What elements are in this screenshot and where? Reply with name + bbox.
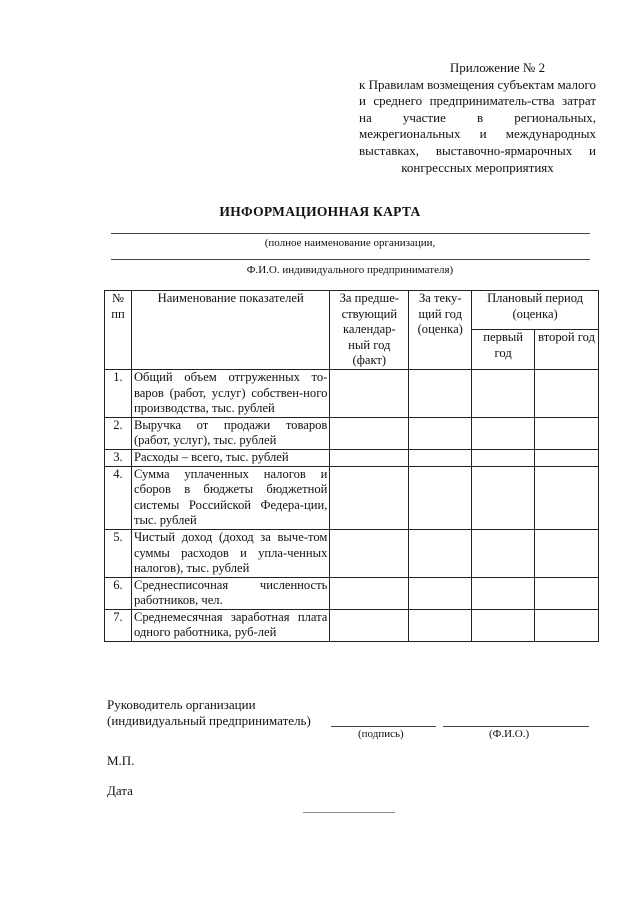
- indicators-table: [104, 290, 599, 642]
- row-indicator-name: Среднемесячная заработная плата одного работника, руб-лей: [131, 609, 329, 641]
- header-plan-period: Плановый период (оценка): [472, 291, 599, 330]
- row-indicator-name: Среднесписочная численность работников, чел.: [131, 577, 329, 609]
- cell-second-year: [535, 449, 599, 466]
- cell-prev-year: [330, 466, 409, 529]
- fio-line: [111, 259, 590, 260]
- cell-current-year: [409, 529, 472, 577]
- stamp-label: М.П.: [107, 753, 135, 768]
- table-row: [105, 466, 599, 529]
- row-number: 1.: [105, 369, 132, 417]
- cell-first-year: [472, 449, 535, 466]
- cell-prev-year: [330, 449, 409, 466]
- footer-line: [303, 812, 395, 813]
- fio-sign-caption: (Ф.И.О.): [489, 728, 530, 740]
- header-second-year: второй год: [535, 330, 599, 369]
- cell-current-year: [409, 369, 472, 417]
- cell-current-year: [409, 417, 472, 449]
- cell-second-year: [535, 577, 599, 609]
- date-label: Дата: [107, 783, 133, 798]
- appendix-number: Приложение № 2: [449, 60, 546, 75]
- cell-current-year: [409, 577, 472, 609]
- row-number: 5.: [105, 529, 132, 577]
- cell-second-year: [535, 529, 599, 577]
- header-prev-year: За предше-ствующий календар-ный год (факт): [330, 291, 409, 370]
- head-label-2: (индивидуальный предприниматель): [107, 713, 311, 728]
- row-number: 4.: [105, 466, 132, 529]
- cell-second-year: [535, 417, 599, 449]
- cell-second-year: [535, 466, 599, 529]
- head-label-1: Руководитель организации: [107, 697, 256, 712]
- table-row: [105, 369, 599, 417]
- header-first-year: первый год: [472, 330, 535, 369]
- cell-second-year: [535, 369, 599, 417]
- document-title: ИНФОРМАЦИОННАЯ КАРТА: [219, 204, 421, 219]
- fio-caption: Ф.И.О. индивидуального предпринимателя): [246, 264, 454, 276]
- cell-first-year: [472, 609, 535, 641]
- appendix-header: [359, 60, 596, 176]
- appendix-body: к Правилам возмещения субъектам малого и среднего предприниматель-ства затрат на участие в региональных, межрегиональных и международных выставках, выставочно-ярмарочных и: [359, 76, 596, 158]
- row-indicator-name: Общий объем отгруженных то-варов (работ, услуг) собствен-ного производства, тыс. рублей: [131, 369, 329, 417]
- row-number: 2.: [105, 417, 132, 449]
- cell-current-year: [409, 449, 472, 466]
- cell-first-year: [472, 577, 535, 609]
- row-indicator-name: Сумма уплаченных налогов и сборов в бюджеты бюджетной системы Российской Федера-ции, тыс. рублей: [131, 466, 329, 529]
- row-number: 6.: [105, 577, 132, 609]
- cell-second-year: [535, 609, 599, 641]
- org-name-line: [111, 233, 590, 234]
- cell-prev-year: [330, 417, 409, 449]
- header-current-year: За теку-щий год (оценка): [409, 291, 472, 370]
- appendix-last-line: конгрессных мероприятиях: [401, 159, 554, 175]
- header-name: Наименование показателей: [131, 291, 329, 370]
- cell-first-year: [472, 369, 535, 417]
- org-caption: (полное наименование организации,: [264, 237, 436, 249]
- cell-first-year: [472, 417, 535, 449]
- cell-first-year: [472, 529, 535, 577]
- table-row: [105, 529, 599, 577]
- row-indicator-name: Чистый доход (доход за выче-том суммы расходов и упла-ченных налогов), тыс. рублей: [131, 529, 329, 577]
- cell-first-year: [472, 466, 535, 529]
- cell-current-year: [409, 609, 472, 641]
- table-row: [105, 577, 599, 609]
- fio-sign-line: [443, 726, 589, 727]
- cell-prev-year: [330, 369, 409, 417]
- cell-prev-year: [330, 577, 409, 609]
- cell-prev-year: [330, 609, 409, 641]
- row-number: 3.: [105, 449, 132, 466]
- cell-current-year: [409, 466, 472, 529]
- signature-line: [331, 726, 436, 727]
- row-number: 7.: [105, 609, 132, 641]
- table-row: [105, 609, 599, 641]
- header-num: № пп: [105, 291, 132, 370]
- table-row: [105, 417, 599, 449]
- row-indicator-name: Расходы – всего, тыс. рублей: [131, 449, 329, 466]
- signature-caption: (подпись): [358, 728, 404, 740]
- row-indicator-name: Выручка от продажи товаров (работ, услуг), тыс. рублей: [131, 417, 329, 449]
- table-row: [105, 449, 599, 466]
- cell-prev-year: [330, 529, 409, 577]
